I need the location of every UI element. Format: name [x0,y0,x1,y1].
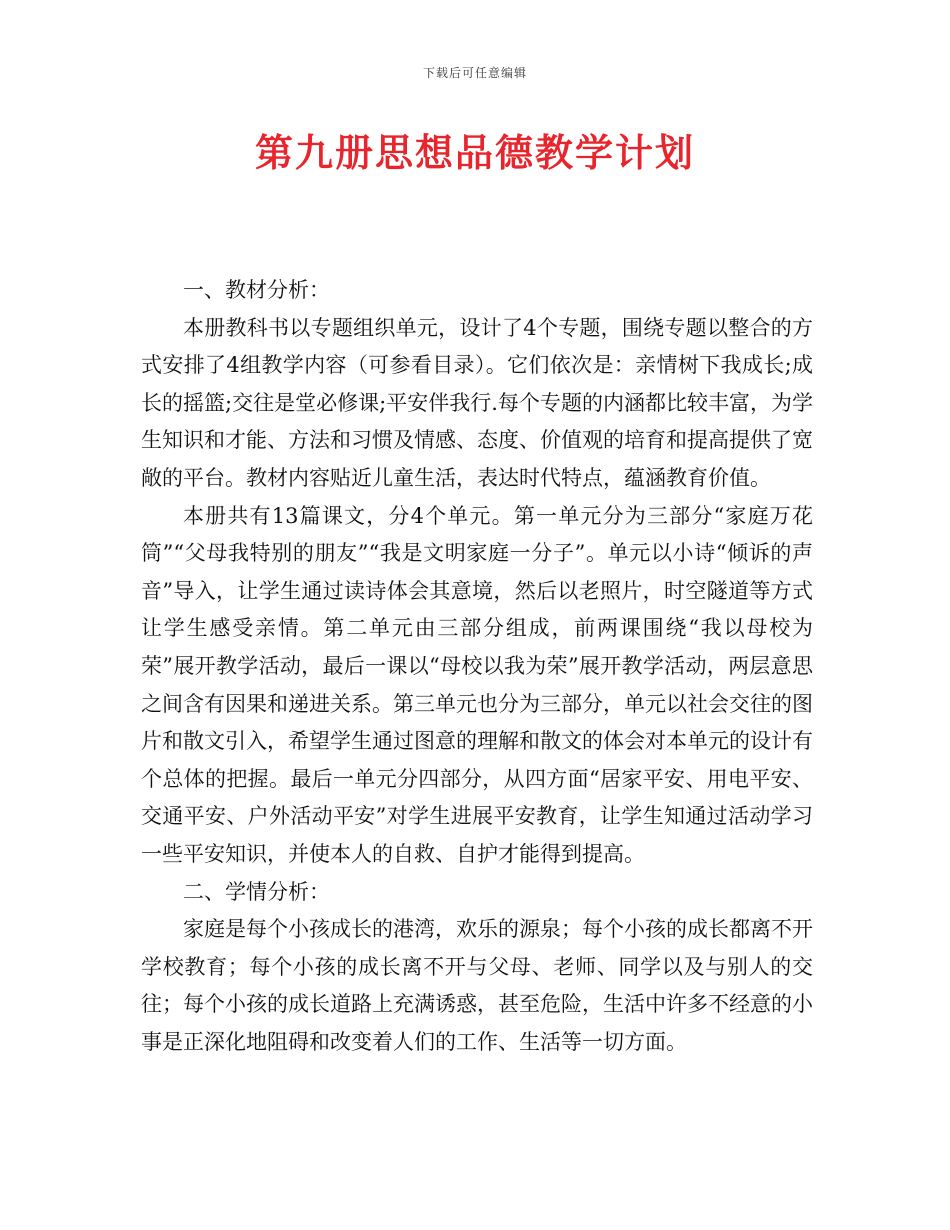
document-title: 第九册思想品德教学计划 [254,130,695,175]
paragraph-units-detail: 本册共有13篇课文，分4个单元。第一单元分为三部分“家庭万花筒”“父母我特别的朋友”“我是文明家庭一分子”。单元以小诗“倾诉的声音”导入，让学生通过读诗体会其意境，然后以老照片，时空隧道等方式让学生感受亲情。第二单元由三部分组成，前两课围绕“我以母校为荣”展开教学活动，最后一课以“母校以我为荣”展开教学活动，两层意思之间含有因果和递进关系。第三单元也分为三部分，单元以社会交往的图片和散文引入，希望学生通过图意的理解和散文的体会对本单元的设计有个总体的把握。最后一单元分四部分，从四方面“居家平安、用电平安、交通平安、户外活动平安”对学生进展平安教育，让学生知通过活动学习一些平安知识，并使本人的自救、自护才能得到提高。 [141,503,813,866]
paragraph-materials-overview: 本册教科书以专题组织单元，设计了4个专题，围绕专题以整合的方式安排了4组教学内容（可参看目录）。它们依次是：亲情树下我成长;成长的摇篮;交往是堂必修课;平安伴我行.每个专题的内涵都比较丰富，为学生知识和才能、方法和习惯及情感、态度、价值观的培育和提高提供了宽敞的平台。教材内容贴近儿童生活，表达时代特点，蕴涵教育价值。 [141,315,813,490]
section-heading-students: 二、学情分析： [183,879,330,904]
document-body [141,272,813,1061]
header-note: 下载后可任意编辑 [422,66,527,80]
paragraph-students-analysis: 家庭是每个小孩成长的港湾，欢乐的源泉；每个小孩的成长都离不开学校教育；每个小孩的成长离不开与父母、老师、同学以及与别人的交往；每个小孩的成长道路上充满诱惑，甚至危险，生活中许多不经意的小事是正深化地阻碍和改变着人们的工作、生活等一切方面。 [141,917,813,1054]
section-heading-materials: 一、教材分析： [183,278,330,302]
